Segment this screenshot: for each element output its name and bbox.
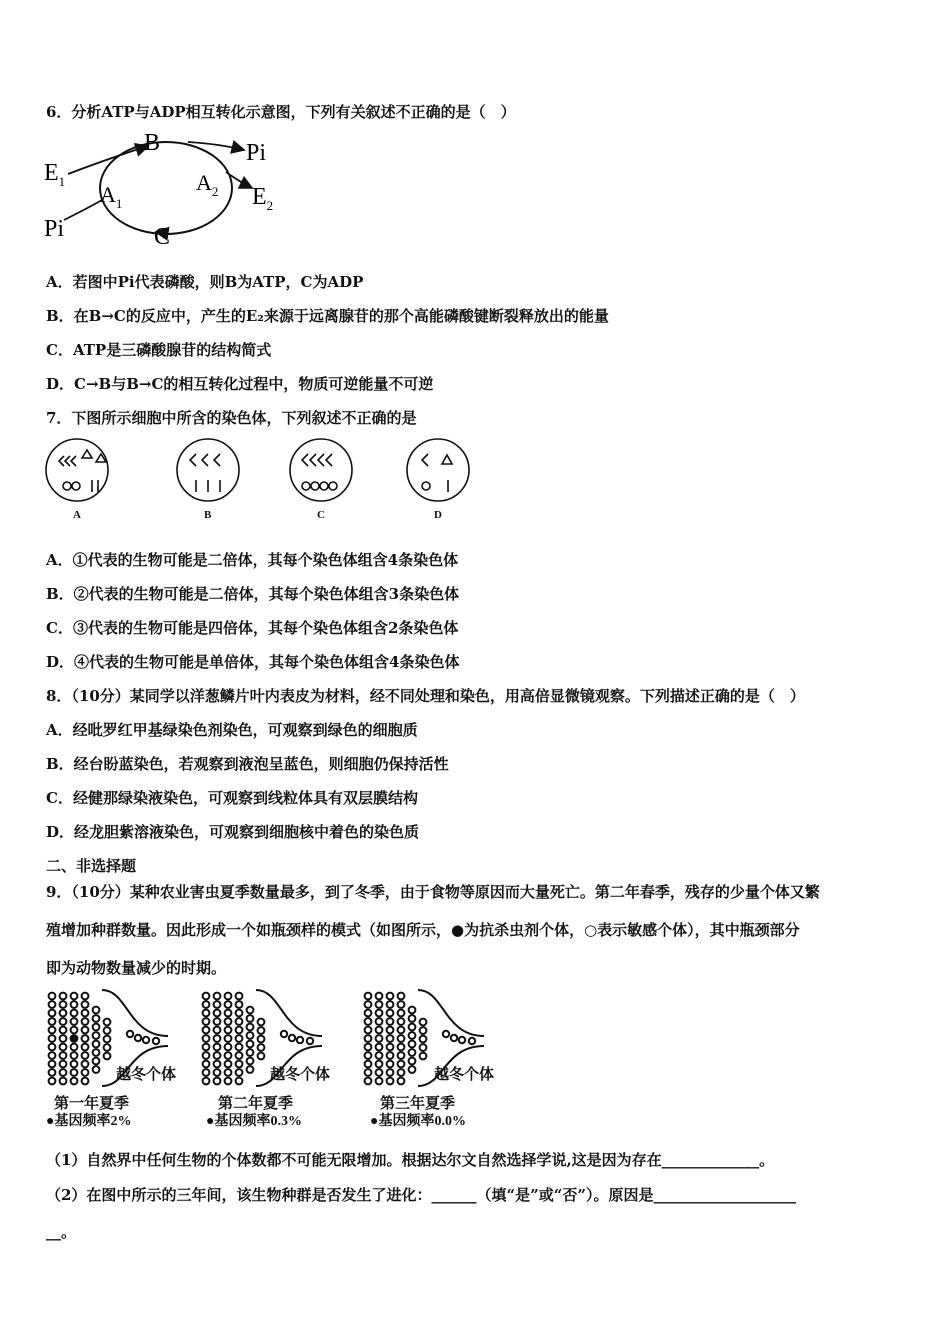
svg-text:A2 — [196, 170, 218, 199]
population-individual-dot — [214, 1078, 221, 1085]
bottleneck-individual-dot — [281, 1031, 287, 1037]
panel3-season: 第三年夏季 — [380, 1096, 456, 1112]
bottleneck-individual-dot — [143, 1037, 149, 1043]
e2-arrow — [226, 172, 252, 188]
population-individual-dot — [236, 1018, 243, 1025]
population-individual-dot — [365, 993, 372, 1000]
population-individual-dot — [93, 1058, 100, 1065]
population-individual-dot — [409, 1049, 416, 1056]
population-individual-dot — [398, 1010, 405, 1017]
q8-stem: 8．（10分）某同学以洋葱鳞片叶内表皮为材料，经不同处理和染色，用高倍显微镜观察。下列描述正确的是（ ） — [46, 687, 805, 705]
population-individual-dot — [71, 1052, 78, 1059]
population-individual-dot — [60, 1069, 67, 1076]
cell-c-ring-chromosome — [320, 482, 328, 490]
label-a1-sub: 1 — [115, 196, 123, 211]
population-individual-dot — [236, 1001, 243, 1008]
population-individual-dot — [203, 1018, 210, 1025]
population-individual-dot — [82, 1027, 89, 1034]
cell-d-triangle-chromosome — [442, 455, 452, 464]
population-individual-dot — [236, 1035, 243, 1042]
atp-adp-cycle-diagram — [40, 128, 290, 250]
population-individual-dot — [247, 1032, 254, 1039]
population-individual-dot — [420, 1027, 427, 1034]
population-individual-dot — [409, 1041, 416, 1048]
population-individual-dot — [225, 993, 232, 1000]
population-individual-dot — [247, 1007, 254, 1014]
q6-option-b: B．在B→C的反应中，产生的E₂来源于远离腺苷的那个高能磷酸键断裂释放出的能量 — [46, 307, 609, 325]
bottleneck-individual-dot — [135, 1035, 141, 1041]
label-e2: E — [252, 184, 267, 210]
population-individual-dot — [60, 1018, 67, 1025]
population-individual-dot — [49, 1027, 56, 1034]
cell-c — [290, 439, 352, 501]
population-individual-dot — [258, 1053, 265, 1060]
panel1-season: 第一年夏季 — [54, 1096, 130, 1112]
bottleneck-individual-dot — [289, 1035, 295, 1041]
population-individual-dot — [203, 1010, 210, 1017]
population-individual-dot — [104, 1027, 111, 1034]
population-individual-dot — [203, 1027, 210, 1034]
population-individual-dot — [214, 1001, 221, 1008]
population-individual-dot — [71, 1044, 78, 1051]
q6-option-a: A．若图中Pi代表磷酸，则B为ATP，C为ADP — [46, 273, 364, 291]
cell-b-v-chromosomes — [190, 454, 220, 466]
population-individual-dot — [225, 1018, 232, 1025]
population-individual-dot — [82, 1010, 89, 1017]
population-individual-dot — [82, 1052, 89, 1059]
population-individual-dot — [376, 1052, 383, 1059]
bottleneck-individual-dot — [469, 1038, 475, 1044]
q7-option-a: A．①代表的生物可能是二倍体，其每个染色体组含4条染色体 — [46, 551, 459, 569]
population-individual-dot — [420, 1036, 427, 1043]
population-individual-dot — [60, 1044, 67, 1051]
cell-label-c: C — [317, 509, 325, 521]
q7-stem: 7．下图所示细胞中所含的染色体，下列叙述不正确的是 — [46, 409, 417, 427]
q9-stem-line2: 殖增加种群数量。因此形成一个如瓶颈样的模式（如图所示，●为抗杀虫剂个体，○表示敏感个体），其中瓶颈部分 — [46, 921, 800, 939]
q8-option-b: B．经台盼蓝染色，若观察到液泡呈蓝色，则细胞仍保持活性 — [46, 755, 449, 773]
panel1-gene-frequency: ●基因频率2% — [46, 1114, 132, 1129]
population-individual-dot — [409, 1058, 416, 1065]
population-individual-dot — [236, 1069, 243, 1076]
population-individual-dot — [387, 1027, 394, 1034]
panel2-gene-frequency: ●基因频率0.3% — [206, 1114, 302, 1129]
population-individual-dot — [387, 1001, 394, 1008]
population-individual-dot — [387, 1069, 394, 1076]
population-individual-dot — [60, 993, 67, 1000]
funnel-upper-curve — [102, 990, 168, 1036]
population-individual-dot — [225, 1001, 232, 1008]
population-individual-dot — [60, 1061, 67, 1068]
q7-option-d: D．④代表的生物可能是单倍体，其每个染色体组含4条染色体 — [46, 653, 460, 671]
population-individual-dot — [365, 1069, 372, 1076]
population-individual-dot — [214, 993, 221, 1000]
population-individual-dot — [247, 1058, 254, 1065]
population-individual-dot — [247, 1024, 254, 1031]
population-individual-dot — [104, 1053, 111, 1060]
population-individual-dot — [258, 1044, 265, 1051]
population-individual-dot — [398, 1078, 405, 1085]
cell-label-d: D — [434, 509, 442, 521]
population-individual-dot — [387, 1052, 394, 1059]
e1-arrow — [68, 146, 148, 174]
population-individual-dot — [71, 1001, 78, 1008]
population-individual-dot — [376, 993, 383, 1000]
population-individual-dot — [376, 1027, 383, 1034]
population-individual-dot — [376, 1078, 383, 1085]
population-individual-dot — [214, 1061, 221, 1068]
population-individual-dot — [203, 1061, 210, 1068]
population-individual-dot — [247, 1041, 254, 1048]
section-heading: 二、非选择题 — [46, 857, 137, 875]
q9-subquestion-1: （1）自然界中任何生物的个体数都不可能无限增加。根据达尔文自然选择学说,这是因为存在_____________。 — [46, 1151, 775, 1169]
population-individual-dot — [49, 1018, 56, 1025]
population-individual-dot — [409, 1007, 416, 1014]
cell-a-rod-chromosomes — [92, 480, 98, 492]
population-individual-dot — [49, 1044, 56, 1051]
svg-text:E1 — [44, 160, 65, 189]
population-individual-dot — [71, 993, 78, 1000]
bottleneck-individual-dot — [443, 1031, 449, 1037]
population-individual-dot — [398, 1044, 405, 1051]
population-individual-dot — [49, 1010, 56, 1017]
bottleneck-individual-dot — [459, 1037, 465, 1043]
population-individual-dot — [365, 1001, 372, 1008]
bottleneck-individual-dot — [127, 1031, 133, 1037]
label-c: C — [154, 224, 171, 250]
label-e2-sub: 2 — [266, 198, 274, 213]
population-individual-dot — [225, 1035, 232, 1042]
population-individual-dot — [60, 1052, 67, 1059]
panel2-season: 第二年夏季 — [218, 1096, 294, 1112]
cell-d-ring-chromosome — [422, 482, 430, 490]
population-individual-dot — [71, 1069, 78, 1076]
cell-label-a: A — [73, 509, 81, 521]
population-individual-dot — [203, 1044, 210, 1051]
population-individual-dot — [365, 1044, 372, 1051]
label-a1: A — [100, 182, 116, 207]
population-individual-dot — [236, 1027, 243, 1034]
population-individual-dot — [60, 1027, 67, 1034]
population-individual-dot — [398, 1027, 405, 1034]
panel1-winter-label: 越冬个体 — [116, 1067, 177, 1083]
population-individual-dot — [71, 1078, 78, 1085]
panel3-gene-frequency: ●基因频率0.0% — [370, 1114, 466, 1129]
panel2-winter-label: 越冬个体 — [270, 1067, 331, 1083]
population-individual-dot — [365, 1018, 372, 1025]
cell-a-ring-chromosome — [72, 482, 80, 490]
population-individual-dot — [82, 1035, 89, 1042]
population-individual-dot — [236, 1052, 243, 1059]
population-individual-dot — [409, 1032, 416, 1039]
q6-stem: 6．分析ATP与ADP相互转化示意图，下列有关叙述不正确的是（ ） — [46, 103, 516, 121]
label-a2: A — [196, 170, 212, 195]
funnel-upper-curve — [256, 990, 322, 1036]
population-individual-dot — [93, 1032, 100, 1039]
population-individual-dot — [409, 1066, 416, 1073]
population-individual-dot — [365, 1027, 372, 1034]
svg-text:E2 — [252, 184, 273, 213]
cell-c-ring-chromosome — [302, 482, 310, 490]
population-individual-dot — [82, 1078, 89, 1085]
q6-option-d: D．C→B与B→C的相互转化过程中，物质可逆能量不可逆 — [46, 375, 434, 393]
q9-subquestion-2-continued: __。 — [46, 1223, 77, 1241]
cell-c-ring-chromosome — [329, 482, 337, 490]
q7-option-b: B．②代表的生物可能是二倍体，其每个染色体组含3条染色体 — [46, 585, 460, 603]
cell-d — [407, 439, 469, 501]
population-individual-dot — [71, 1035, 78, 1042]
population-individual-dot — [93, 1024, 100, 1031]
population-individual-dot — [387, 1078, 394, 1085]
population-individual-dot — [365, 1052, 372, 1059]
population-individual-dot — [398, 1018, 405, 1025]
q8-option-a: A．经吡罗红甲基绿染色剂染色，可观察到绿色的细胞质 — [46, 721, 418, 739]
population-individual-dot — [365, 1061, 372, 1068]
label-b: B — [144, 130, 161, 156]
population-individual-dot — [49, 1052, 56, 1059]
population-individual-dot — [225, 1027, 232, 1034]
population-individual-dot — [93, 1066, 100, 1073]
q7-option-c: C．③代表的生物可能是四倍体，其每个染色体组含2条染色体 — [46, 619, 459, 637]
population-individual-dot — [82, 993, 89, 1000]
cell-a-v-chromosomes — [59, 456, 76, 466]
q9-subquestion-2: （2）在图中所示的三年间，该生物种群是否发生了进化：______（填“是”或“否”）。原因是___________________ — [46, 1186, 796, 1204]
population-individual-dot — [376, 1010, 383, 1017]
population-individual-dot — [420, 1044, 427, 1051]
population-bottleneck-figure — [40, 986, 520, 1132]
cell-c-ring-chromosome — [311, 482, 319, 490]
chromosome-cells-figure — [40, 436, 490, 522]
population-individual-dot — [387, 1061, 394, 1068]
population-individual-dot — [376, 1061, 383, 1068]
population-individual-dot — [225, 1069, 232, 1076]
population-individual-dot — [82, 1069, 89, 1076]
population-individual-dot — [376, 1044, 383, 1051]
cell-label-b: B — [204, 509, 212, 521]
label-e1-sub: 1 — [58, 174, 66, 189]
population-individual-dot — [60, 1001, 67, 1008]
population-individual-dot — [71, 1061, 78, 1068]
cell-c-v-chromosomes — [302, 454, 332, 466]
population-individual-dot — [387, 1035, 394, 1042]
population-individual-dot — [409, 1024, 416, 1031]
population-individual-dot — [214, 1035, 221, 1042]
population-individual-dot — [236, 1078, 243, 1085]
population-individual-dot — [214, 1027, 221, 1034]
population-individual-dot — [258, 1027, 265, 1034]
population-individual-dot — [214, 1010, 221, 1017]
cell-b-rod-chromosomes — [196, 480, 220, 492]
population-individual-dot — [247, 1049, 254, 1056]
q8-option-c: C．经健那绿染液染色，可观察到线粒体具有双层膜结构 — [46, 789, 418, 807]
population-individual-dot — [214, 1052, 221, 1059]
label-e1: E — [44, 160, 59, 186]
population-individual-dot — [49, 1061, 56, 1068]
q9-stem-line1: 9．（10分）某种农业害虫夏季数量最多，到了冬季，由于食物等原因而大量死亡。第二年春季，残存的少量个体又繁 — [46, 883, 820, 901]
population-individual-dot — [82, 1061, 89, 1068]
cell-d-v-chromosome — [422, 454, 428, 466]
population-individual-dot — [104, 1036, 111, 1043]
population-individual-dot — [387, 1010, 394, 1017]
label-pi-in: Pi — [44, 216, 65, 242]
population-individual-dot — [225, 1044, 232, 1051]
population-individual-dot — [236, 993, 243, 1000]
population-individual-dot — [82, 1044, 89, 1051]
population-individual-dot — [387, 1018, 394, 1025]
funnel-upper-curve — [418, 990, 484, 1036]
population-individual-dot — [236, 1010, 243, 1017]
population-individual-dot — [225, 1078, 232, 1085]
population-individual-dot — [398, 993, 405, 1000]
q9-stem-line3: 即为动物数量减少的时期。 — [46, 959, 227, 977]
population-individual-dot — [104, 1019, 111, 1026]
population-individual-dot — [420, 1019, 427, 1026]
population-individual-dot — [214, 1044, 221, 1051]
population-individual-dot — [49, 1069, 56, 1076]
population-individual-dot — [398, 1052, 405, 1059]
population-individual-dot — [376, 1018, 383, 1025]
population-individual-dot — [71, 1018, 78, 1025]
bottleneck-individual-dot — [153, 1038, 159, 1044]
q8-option-d: D．经龙胆紫溶液染色，可观察到细胞核中着色的染色质 — [46, 823, 420, 841]
population-individual-dot — [203, 1078, 210, 1085]
population-individual-dot — [398, 1035, 405, 1042]
population-individual-dot — [60, 1078, 67, 1085]
population-individual-dot — [93, 1041, 100, 1048]
population-individual-dot — [236, 1044, 243, 1051]
population-individual-dot — [49, 1001, 56, 1008]
population-individual-dot — [247, 1066, 254, 1073]
population-individual-dot — [203, 1001, 210, 1008]
population-individual-dot — [247, 1015, 254, 1022]
population-individual-dot — [398, 1001, 405, 1008]
population-individual-dot — [376, 1069, 383, 1076]
population-individual-dot — [214, 1069, 221, 1076]
population-individual-dot — [376, 1001, 383, 1008]
population-individual-dot — [49, 1035, 56, 1042]
population-individual-dot — [225, 1052, 232, 1059]
population-individual-dot — [60, 1035, 67, 1042]
population-individual-dot — [236, 1061, 243, 1068]
population-individual-dot — [49, 1078, 56, 1085]
population-individual-dot — [387, 993, 394, 1000]
label-pi-out: Pi — [246, 140, 267, 166]
population-individual-dot — [225, 1061, 232, 1068]
bottleneck-individual-dot — [297, 1037, 303, 1043]
population-individual-dot — [203, 993, 210, 1000]
bottleneck-individual-dot — [307, 1038, 313, 1044]
svg-text:A1 — [100, 182, 122, 211]
population-individual-dot — [409, 1015, 416, 1022]
cell-a-ring-chromosome — [63, 482, 71, 490]
population-individual-dot — [376, 1035, 383, 1042]
population-individual-dot — [203, 1052, 210, 1059]
population-individual-dot — [365, 1035, 372, 1042]
population-individual-dot — [104, 1044, 111, 1051]
population-individual-dot — [203, 1035, 210, 1042]
population-individual-dot — [258, 1019, 265, 1026]
population-individual-dot — [420, 1053, 427, 1060]
population-individual-dot — [225, 1010, 232, 1017]
population-individual-dot — [82, 1018, 89, 1025]
population-individual-dot — [49, 993, 56, 1000]
population-individual-dot — [60, 1010, 67, 1017]
population-individual-dot — [398, 1069, 405, 1076]
population-individual-dot — [71, 1027, 78, 1034]
population-individual-dot — [398, 1061, 405, 1068]
pi-in-arrow — [64, 200, 102, 220]
label-a2-sub: 2 — [211, 184, 219, 199]
population-individual-dot — [214, 1018, 221, 1025]
population-individual-dot — [82, 1001, 89, 1008]
bottleneck-individual-dot — [451, 1035, 457, 1041]
population-individual-dot — [258, 1036, 265, 1043]
population-individual-dot — [93, 1015, 100, 1022]
population-individual-dot — [93, 1049, 100, 1056]
population-individual-dot — [365, 1078, 372, 1085]
q6-option-c: C．ATP是三磷酸腺苷的结构简式 — [46, 341, 272, 359]
population-individual-dot — [93, 1007, 100, 1014]
population-individual-dot — [71, 1010, 78, 1017]
panel3-winter-label: 越冬个体 — [434, 1067, 495, 1083]
population-individual-dot — [203, 1069, 210, 1076]
population-individual-dot — [387, 1044, 394, 1051]
population-individual-dot — [365, 1010, 372, 1017]
